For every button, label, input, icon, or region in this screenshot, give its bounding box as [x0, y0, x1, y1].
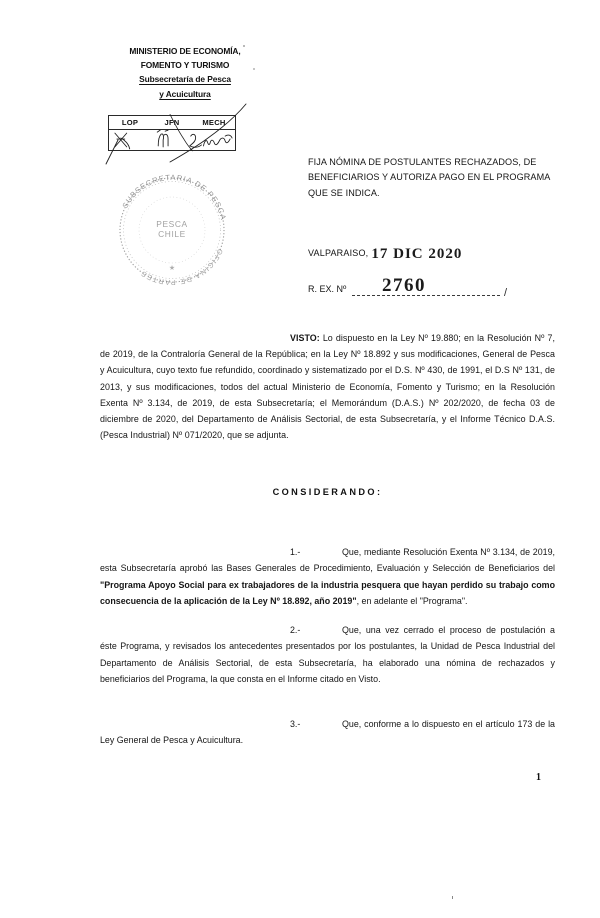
- considerando-item-1: [100, 544, 555, 609]
- item-2-text: Que, una vez cerrado el proceso de postulación a éste Programa, y revisados los antecedentes presentados por los postulantes, la Unidad de Pesca Industrial del Departamento de Análisis Sectorial, de esta Subsecretaría, ha elaborado una nómina de rechazados y beneficiarios del Programa, la que consta en el Informe citado en Visto.: [100, 625, 555, 684]
- rex-blank-rule: [352, 295, 500, 296]
- item-1-quoted-program-name: "Programa Apoyo Social para ex trabajadores de la industria pesquera que hayan perdido su trabajo como consecuencia de la aplicación de la Ley Nº 18.892, año 2019": [100, 579, 555, 606]
- ministry-header: [100, 44, 270, 101]
- svg-text:PESCA: PESCA: [156, 219, 188, 229]
- item-1-text-before: Que, mediante Resolución Exenta Nº 3.134, de 2019, esta Subsecretaría aprobó las Bases Generales de Procedimiento, Evaluación y Selección de Beneficiarios del: [100, 547, 555, 574]
- considerando-heading: CONSIDERANDO:: [272, 487, 383, 497]
- visto-text: [100, 330, 555, 443]
- svg-text:OFICINA DE PARTES: OFICINA DE PARTES: [138, 247, 225, 288]
- item-marker-1: 1.-: [290, 547, 301, 557]
- ministry-line-4: y Acuicultura: [159, 88, 211, 99]
- svg-text:SUBSECRETARIA DE PESCA: SUBSECRETARIA DE PESCA: [120, 172, 229, 222]
- svg-text:CHILE: CHILE: [158, 229, 186, 239]
- considerando-item-2: [100, 622, 555, 687]
- initials-column-jfn: JFN: [164, 118, 180, 127]
- resolution-number-line: [308, 275, 518, 299]
- item-marker-2: 2.-: [290, 625, 301, 635]
- item-marker-3: 3.-: [290, 719, 301, 729]
- place-date-line: [308, 244, 462, 261]
- ministry-line-2: FOMENTO Y TURISMO: [140, 60, 230, 71]
- ministry-line-1: MINISTERIO DE ECONOMÍA,: [129, 46, 241, 56]
- date-stamp: 17 DIC 2020: [371, 246, 463, 262]
- item-3-text: Que, conforme a lo dispuesto en el artículo 173 de la Ley General de Pesca y Acuicultura.: [100, 719, 555, 746]
- rex-label: R. EX. Nº: [308, 284, 347, 294]
- considerando-item-3: [100, 716, 555, 749]
- rex-number: 2760: [382, 275, 426, 296]
- scan-speck: [253, 68, 255, 70]
- initials-column-lop: LOP: [121, 118, 139, 127]
- visto-label: VISTO:: [290, 333, 320, 343]
- place-label: VALPARAISO,: [308, 248, 369, 258]
- page-number: 1: [536, 772, 541, 783]
- round-rubber-stamp: [108, 166, 236, 294]
- item-1-text-after: , en adelante el "Programa".: [356, 595, 468, 606]
- scan-speck: [243, 45, 245, 47]
- svg-text:★: ★: [168, 265, 176, 272]
- page-title: FIJA NÓMINA DE POSTULANTES RECHAZADOS, DE BENEFICIARIOS Y AUTORIZA PAGO EN EL PROGRAMA QUE SE INDICA.: [308, 157, 550, 198]
- visto-paragraph: [100, 330, 555, 459]
- scan-speck: [452, 896, 453, 899]
- rex-suffix: /: [504, 287, 508, 299]
- visto-body: Lo dispuesto en la Ley Nº 19.880; en la Resolución Nº 7, de 2019, de la Contraloría General de la República; en la Ley Nº 18.892 y sus modificaciones, General de Pesca y Acuicultura, cuyo texto fue refundido, coordinado y sistematizado por el D.S. Nº 430, de 1991, el D.S Nº 131, de 2013, y sus modificaciones, todos del actual Ministerio de Economía, Fomento y Turismo; en la Resolución Exenta Nº 3.134, de 2019, de esta Subsecretaría; el Memorándum (D.A.S.) Nº 202/2020, de fecha 03 de diciembre de 2020, del Departamento de Análisis Sectorial, de esta Subsecretaría, y el Informe Técnico D.A.S. (Pesca Industrial) Nº 071/2020, que se adjunta.: [100, 333, 555, 441]
- ministry-line-3: Subsecretaría de Pesca: [139, 74, 231, 85]
- initials-column-mech: MECH: [202, 118, 226, 127]
